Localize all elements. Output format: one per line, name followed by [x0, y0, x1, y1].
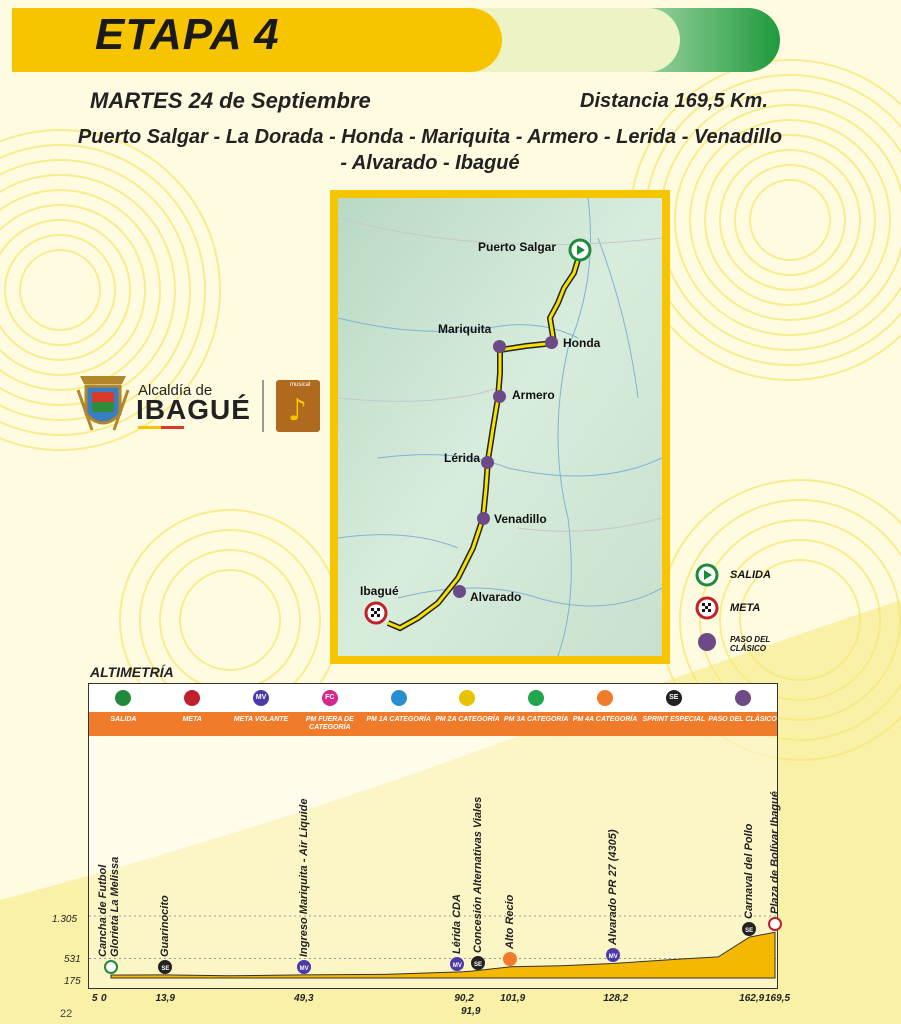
category-label-row [89, 712, 777, 736]
profile-marker-pm4 [503, 952, 517, 966]
finish-marker-icon [364, 601, 388, 625]
map-label-puerto-salgar: Puerto Salgar [478, 240, 557, 254]
profile-marker-se: SE [471, 956, 485, 970]
stage-date: MARTES 24 de Septiembre [90, 88, 371, 113]
y-tick-mid: 531 [64, 954, 81, 965]
km-label: 90,2 [454, 993, 474, 1004]
checkered-icon [184, 690, 200, 706]
category-label: SALIDA [110, 716, 137, 723]
km-start-extra: 5 [92, 993, 98, 1004]
profile-point-label: Ingreso Mariquita - Air Liquide [298, 798, 311, 957]
mountain-3-icon [528, 690, 544, 706]
music-logo-caption: musical [290, 382, 311, 388]
pass-icon [735, 690, 751, 706]
category-label: PM 2A CATEGORÍA [435, 716, 500, 723]
map-dot-alvarado [453, 585, 466, 598]
music-logo [276, 380, 320, 432]
profile-point-label: Lérida CDA [451, 893, 464, 954]
profile-point-label: Alvarado PR 27 (4305) [607, 829, 620, 946]
category-icon-row [89, 684, 777, 712]
legend-pass-icon [698, 633, 716, 651]
mountain-4-icon [597, 690, 613, 706]
profile-marker-se: SE [158, 960, 172, 974]
map-dot-lerida [481, 456, 494, 469]
treble-clef-icon [276, 388, 320, 428]
mv-icon: MV [253, 690, 269, 706]
mountain-fc-icon: FC [322, 690, 338, 706]
altimetry-title: ALTIMETRÍA [90, 664, 174, 680]
flag-stripe [138, 426, 184, 429]
map-label-honda: Honda [563, 336, 601, 350]
y-tick-top: 1.305 [52, 914, 78, 925]
y-tick-base: 175 [64, 976, 81, 987]
mountain-1-icon [391, 690, 407, 706]
legend-finish-label: META [730, 602, 761, 614]
profile-point-label: Guarinocito [159, 895, 172, 957]
route-line-2: - Alvarado - Ibagué [340, 152, 520, 174]
profile-marker-mv: MV [606, 948, 620, 962]
ibague-logo-text: IBAGUÉ [136, 394, 251, 425]
km-label: 169,5 [765, 993, 791, 1004]
start-marker-icon [568, 238, 592, 262]
map-dot-venadillo [477, 512, 490, 525]
km-label: 128,2 [603, 993, 629, 1004]
page-number: 22 [60, 1008, 73, 1020]
elevation-profile [89, 736, 777, 987]
stage-distance: Distancia 169,5 Km. [580, 90, 768, 112]
profile-marker-se: SE [742, 922, 756, 936]
profile-marker-mv: MV [297, 960, 311, 974]
legend-pass-label: PASO DEL CLÁSICO [730, 635, 771, 653]
km-label: 13,9 [155, 993, 175, 1004]
legend-start-icon [694, 562, 720, 588]
category-label: PASO DEL CLÁSICO [708, 716, 777, 723]
legend-finish-icon [694, 595, 720, 621]
elevation-area [111, 932, 775, 978]
km-label: 162,9 [739, 993, 765, 1004]
se-icon: SE [666, 690, 682, 706]
alcaldia-label: Alcaldía de [138, 382, 213, 399]
km-label: 91,9 [461, 1006, 481, 1017]
stage-title: ETAPA 4 [95, 10, 280, 59]
category-label: SPRINT ESPECIAL [642, 716, 706, 723]
mountain-2-icon [459, 690, 475, 706]
route-line-1: Puerto Salgar - La Dorada - Honda - Mariquita - Armero - Lerida - Venadillo [77, 126, 783, 148]
category-label: PM FUERA DE CATEGORÍA [305, 716, 354, 731]
map-label-lerida: Lérida [444, 451, 481, 465]
map-label-armero: Armero [512, 388, 555, 402]
km-label: 0 [101, 993, 107, 1004]
logo-divider [262, 380, 264, 432]
profile-point-label: Cancha de Futbol [97, 864, 109, 957]
category-label: META VOLANTE [233, 716, 289, 723]
profile-marker-mv: MV [450, 957, 464, 971]
km-label: 49,3 [294, 993, 314, 1004]
category-label: PM 1A CATEGORÍA [366, 716, 431, 723]
start-icon [115, 690, 131, 706]
ibague-coat-of-arms-icon [72, 370, 134, 438]
category-label: PM 4A CATEGORÍA [572, 716, 638, 723]
profile-point-label: Plaza de Bolívar Ibagué [769, 791, 781, 915]
profile-point-label: Concesión Alternativas Viales [472, 796, 484, 954]
category-label: PM 3A CATEGORÍA [503, 716, 569, 723]
map-dot-armero [493, 390, 506, 403]
km-label: 101,9 [500, 993, 526, 1004]
svg-text:♪: ♪ [288, 393, 308, 428]
map-label-alvarado: Alvarado [470, 590, 522, 604]
profile-point-label: Carnaval del Pollo [743, 823, 756, 920]
profile-marker-start [104, 960, 118, 974]
category-label: META [182, 716, 202, 723]
route-map [338, 198, 662, 656]
map-label-mariquita: Mariquita [438, 322, 492, 336]
map-dot-mariquita [493, 340, 506, 353]
map-dot-honda [545, 336, 558, 349]
profile-point-label: Alto Recio [504, 894, 517, 949]
profile-point-label: Glorieta La Melissa [109, 856, 121, 957]
map-label-ibague: Ibagué [360, 584, 399, 598]
map-label-venadillo: Venadillo [494, 512, 547, 526]
legend-start-label: SALIDA [730, 569, 771, 581]
